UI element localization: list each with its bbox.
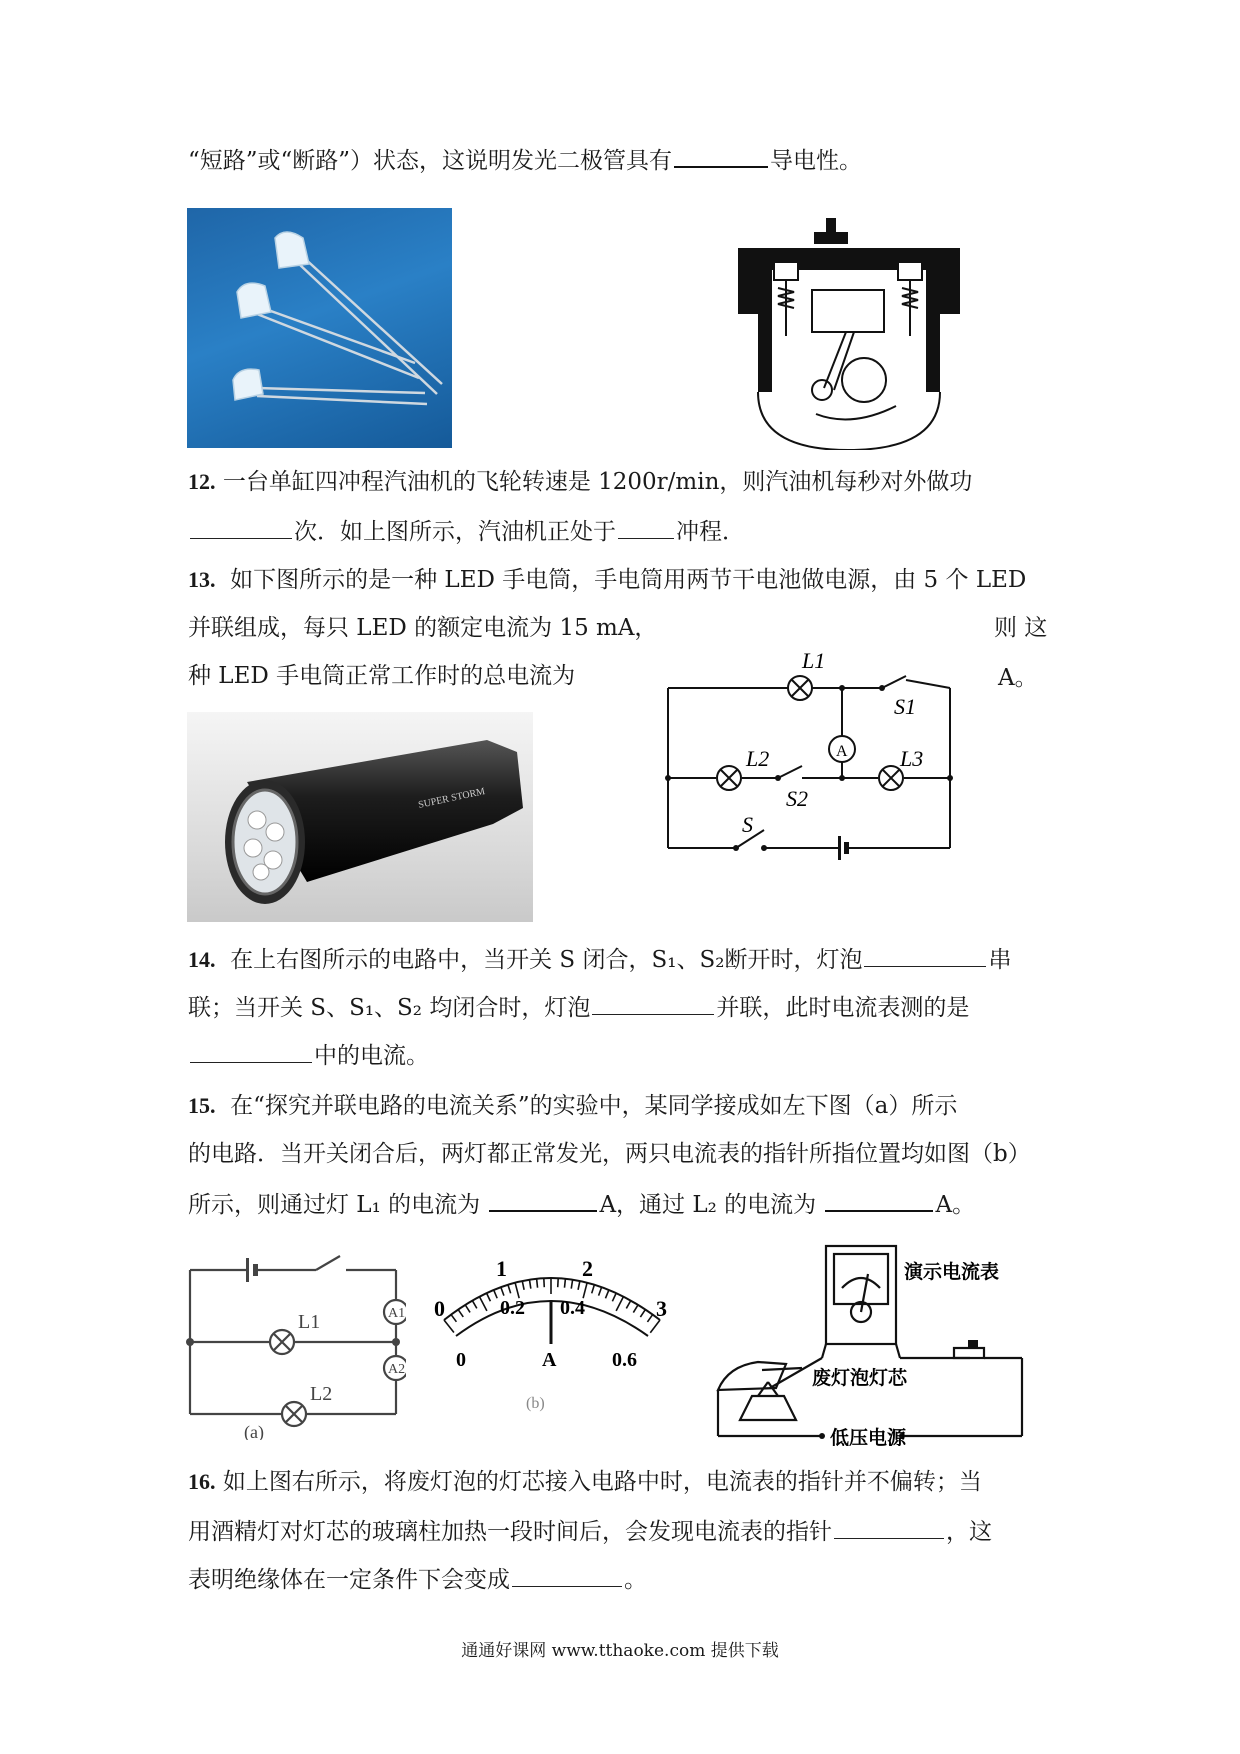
q13-text3: 种 LED 手电筒正常工作时的总电流为 xyxy=(188,663,576,689)
q13-text1: 如下图所示的是一种 LED 手电筒，手电筒用两节干电池做电源，由 5 个 LED xyxy=(230,567,1027,593)
q14-text1a: 在上右图所示的电路中，当开关 S 闭合，S₁、S₂断开时，灯泡 xyxy=(230,947,863,973)
q14-blank-series[interactable] xyxy=(864,942,986,967)
circuit1-ammeter-label: A xyxy=(836,743,848,760)
meter-tick xyxy=(487,1293,491,1301)
q16-line1 xyxy=(188,1466,982,1498)
flashlight-brand: SUPER STORM xyxy=(417,786,487,811)
meter-tick xyxy=(592,1285,595,1294)
fig-b-unit: A xyxy=(542,1349,557,1371)
q12-line2 xyxy=(188,514,745,548)
q14-blank-ammeter[interactable] xyxy=(190,1038,312,1063)
q14-text1b: 串 xyxy=(988,947,1012,973)
meter-tick xyxy=(508,1285,511,1294)
meter-tick xyxy=(612,1293,616,1301)
page-footer: 通通好课网 www.tthaoke.com 提供下载 xyxy=(461,1641,779,1661)
engine-diagram xyxy=(738,218,960,450)
circuit1-L1: L1 xyxy=(802,650,826,673)
q15-text2: 的电路．当开关闭合后，两灯都正常发光，两只电流表的指针所指位置均如图（b） xyxy=(188,1141,1031,1167)
q13-line3-right xyxy=(994,660,1038,694)
q16-text1: 如上图右所示，将废灯泡的灯芯接入电路中时，电流表的指针并不偏转；当 xyxy=(222,1469,982,1495)
q13-line2-right xyxy=(994,612,1047,644)
meter-tick xyxy=(616,1297,623,1311)
q15-blank-L1[interactable] xyxy=(489,1186,597,1212)
q14-text3: 中的电流。 xyxy=(314,1043,429,1069)
meter-tick xyxy=(494,1290,497,1298)
meter-tick xyxy=(522,1281,524,1290)
q16-line2 xyxy=(188,1514,992,1548)
q12-number: 12. xyxy=(188,469,216,494)
q13-line3 xyxy=(188,660,575,692)
fig-b-svg xyxy=(416,1240,686,1420)
meter-tick xyxy=(479,1297,486,1311)
fig-a-A1: A1 xyxy=(388,1306,406,1321)
meter-tick xyxy=(583,1283,587,1298)
fig-b-inner-1: 0.2 xyxy=(500,1297,525,1319)
flashlight-drawing xyxy=(187,712,533,922)
circuit1-svg xyxy=(660,650,960,860)
q12-blank-stroke[interactable] xyxy=(618,514,674,539)
q16-number: 16. xyxy=(188,1469,216,1494)
q14-line3 xyxy=(188,1038,429,1072)
ammeter-dial-b xyxy=(416,1240,686,1420)
meter-tick xyxy=(640,1310,645,1317)
meter-tick xyxy=(647,1315,652,1322)
q13-line1 xyxy=(188,564,1026,596)
fig-c-source-label: 低压电源 xyxy=(830,1428,907,1446)
q16-line3 xyxy=(188,1562,647,1596)
meter-tick xyxy=(465,1305,470,1313)
fig-a-A2: A2 xyxy=(388,1362,406,1377)
meter-tick xyxy=(571,1280,572,1289)
q16-blank-conductor[interactable] xyxy=(512,1562,622,1587)
fig-b-outer-3: 3 xyxy=(656,1296,667,1321)
flashlight-photo xyxy=(187,712,533,922)
fig-b-outer-2: 2 xyxy=(582,1256,593,1281)
q13-line2 xyxy=(188,612,657,644)
q11-tail-text: “短路”或“断路”）状态，这说明发光二极管具有 xyxy=(188,148,673,174)
q14-number: 14. xyxy=(188,947,216,972)
fig-a-caption: (a) xyxy=(244,1422,264,1440)
demo-circuit-c xyxy=(692,1240,1032,1446)
q15-text3a: 所示，则通过灯 L₁ 的电流为 xyxy=(188,1192,481,1218)
q12-blank-times[interactable] xyxy=(190,514,292,539)
q13-number: 13. xyxy=(188,567,216,592)
fig-b-caption: (b) xyxy=(526,1395,545,1412)
circuit1-S2: S2 xyxy=(786,786,808,811)
q16-text2a: 用酒精灯对灯芯的玻璃柱加热一段时间后，会发现电流表的指针 xyxy=(188,1519,832,1545)
fig-c-filament-label: 废灯泡灯芯 xyxy=(812,1368,908,1389)
meter-tick xyxy=(444,1320,454,1333)
engine-svg xyxy=(738,218,960,450)
q14-text2b: 并联，此时电流表测的是 xyxy=(716,995,970,1021)
fig-b-inner-0: 0 xyxy=(456,1349,466,1371)
q14-line2 xyxy=(188,990,969,1024)
fig-b-outer-1: 1 xyxy=(496,1256,507,1281)
q12-text2a: 次．如上图所示，汽油机正处于 xyxy=(294,519,616,545)
fig-c-ammeter-label: 演示电流表 xyxy=(904,1262,1000,1283)
q15-number: 15. xyxy=(188,1093,216,1118)
q16-text3b: 。 xyxy=(624,1567,647,1593)
q15-blank-L2[interactable] xyxy=(825,1186,933,1212)
q15-text1: 在“探究并联电路的电流关系”的实验中，某同学接成如左下图（a）所示 xyxy=(230,1093,958,1119)
meter-tick xyxy=(633,1305,638,1313)
led-diodes-drawing xyxy=(187,208,452,448)
fig-c-svg xyxy=(692,1240,1032,1446)
q15-text3c: A。 xyxy=(935,1192,976,1218)
q16-blank-pointer[interactable] xyxy=(834,1514,944,1539)
circuit1-S1: S1 xyxy=(894,694,916,719)
meter-tick xyxy=(458,1310,463,1317)
meter-tick xyxy=(650,1320,660,1333)
q11-tail-line xyxy=(188,142,862,177)
q13-text2-right: 则 这 xyxy=(994,615,1048,641)
q12-text1: 一台单缸四冲程汽油机的飞轮转速是 1200r/min，则汽油机每秒对外做功 xyxy=(222,469,973,495)
circuit-diagram-1 xyxy=(660,650,960,860)
fig-b-inner-2: 0.4 xyxy=(560,1297,585,1319)
meter-tick xyxy=(515,1283,519,1298)
q12-text2b: 冲程． xyxy=(676,519,745,545)
fig-a-L2: L2 xyxy=(310,1383,333,1405)
q14-line1 xyxy=(188,942,1011,976)
fig-b-outer-0: 0 xyxy=(434,1296,445,1321)
q14-text2a: 联；当开关 S、S₁、S₂ 均闭合时，灯泡 xyxy=(188,995,591,1021)
meter-tick xyxy=(626,1301,630,1309)
q11-tail-end: 导电性。 xyxy=(770,148,863,174)
q14-blank-parallel[interactable] xyxy=(592,990,714,1015)
fig-a-L1: L1 xyxy=(298,1311,321,1333)
meter-tick xyxy=(599,1287,602,1295)
fig-a-svg xyxy=(186,1244,406,1440)
circuit1-S: S xyxy=(742,812,753,837)
q11-answer-blank[interactable] xyxy=(674,142,768,168)
meter-tick xyxy=(472,1301,477,1309)
meter-tick xyxy=(529,1280,530,1289)
meter-tick xyxy=(537,1279,538,1288)
q13-text2: 并联组成，每只 LED 的额定电流为 15 mA， xyxy=(188,615,658,641)
q15-line1 xyxy=(188,1090,957,1122)
q15-line3 xyxy=(188,1186,975,1221)
meter-tick xyxy=(578,1281,580,1290)
fig-b-inner-3: 0.6 xyxy=(612,1349,637,1371)
circuit-diagram-a xyxy=(186,1244,406,1440)
circuit1-L3: L3 xyxy=(900,746,924,771)
q12-line1 xyxy=(188,466,972,498)
led-photo xyxy=(187,208,452,448)
q15-text3b: A，通过 L₂ 的电流为 xyxy=(599,1192,817,1218)
circuit1-L2: L2 xyxy=(746,746,770,771)
meter-tick xyxy=(451,1315,456,1322)
q13-unit: A。 xyxy=(998,665,1038,691)
meter-tick xyxy=(501,1287,504,1295)
q16-text3a: 表明绝缘体在一定条件下会变成 xyxy=(188,1567,510,1593)
meter-tick xyxy=(564,1279,565,1288)
q15-line2 xyxy=(188,1138,1031,1170)
q16-text2b: ，这 xyxy=(946,1519,992,1545)
meter-tick xyxy=(605,1290,608,1298)
